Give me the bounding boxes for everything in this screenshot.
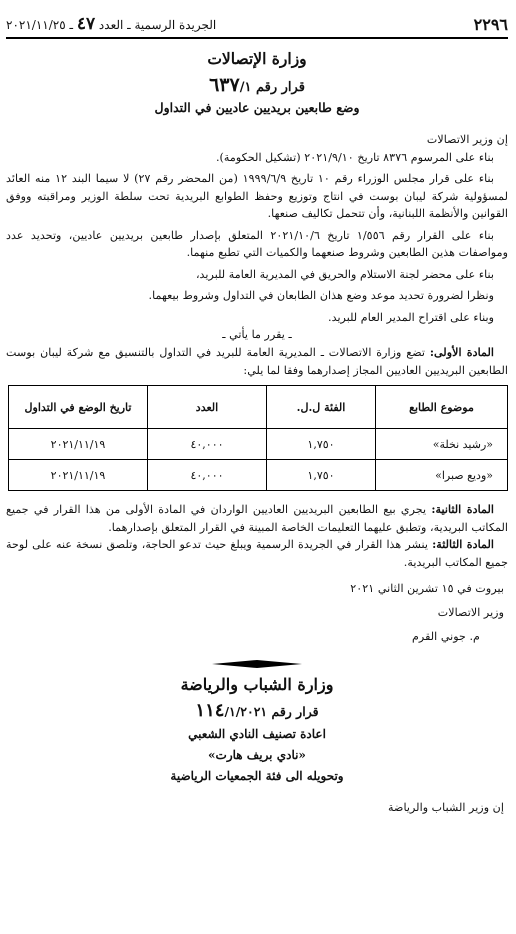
decree-suffix-2: /١/٢٠٢١ bbox=[224, 704, 268, 719]
article-1-text: تضع وزارة الاتصالات ـ المديرية العامة للبريد في التداول بالتنسيق مع شركة ليبان بوست الطابعين البريديين العاديين المجاز إصدارهما وفقا لما يلي: bbox=[6, 346, 508, 377]
table-cell: ٢٠٢١/١١/١٩ bbox=[9, 429, 148, 460]
article-1 bbox=[6, 344, 508, 379]
gazette-issue-line bbox=[6, 14, 216, 34]
decree-number-line-2 bbox=[6, 700, 508, 721]
divider-ornament bbox=[212, 659, 302, 669]
paragraph-3: بناء على القرار رقم ١/٥٥٦ تاريخ ٢٠٢١/١٠/٦ المتعلق بإصدار طابعين بريديين عاديين، وتحديد عدد ومواصفات هذين الطابعين وشروط صنعهما والكميات التي تطبع منهما. bbox=[6, 228, 508, 259]
table-cell: ٤٠,٠٠٠ bbox=[148, 460, 267, 491]
decree-number-2: ١١٤ bbox=[195, 700, 225, 721]
paragraph-4: بناء على محضر لجنة الاستلام والحريق في المديرية العامة للبريد، bbox=[195, 267, 494, 281]
decree-subject-line-2: وتحويله الى فئة الجمعيات الرياضية bbox=[170, 769, 344, 783]
decree-number-line bbox=[6, 74, 508, 96]
page-number: ٢٢٩٦ bbox=[473, 15, 508, 34]
table-cell: «رشيد نخلة» bbox=[376, 429, 508, 460]
table-header-cell: العدد bbox=[148, 386, 267, 429]
header-rule bbox=[6, 37, 508, 39]
intro-line: إن وزير الاتصالات bbox=[426, 133, 508, 146]
article-3-text: ينشر هذا القرار في الجريدة الرسمية ويبلغ حيث تدعو الحاجة، وتلصق نسخة عنه على لوحة جميع المكاتب البريدية. bbox=[6, 538, 508, 569]
paragraph-1: بناء على المرسوم ٨٣٧٦ تاريخ ٢٠٢١/٩/١٠ (تشكيل الحكومة). bbox=[215, 150, 494, 164]
paragraph-6: وبناء على اقتراح المدير العام للبريد. bbox=[328, 310, 494, 324]
table-cell: «وديع صبرا» bbox=[376, 460, 508, 491]
decides-line: ـ يقرر ما يأتي ـ bbox=[222, 328, 292, 341]
club-name: «نادي بريف هارت» bbox=[208, 748, 306, 762]
table-row bbox=[9, 429, 508, 460]
intro-line-2: إن وزير الشباب والرياضة bbox=[387, 801, 504, 814]
ministry-title-2: وزارة الشباب والرياضة bbox=[180, 675, 334, 694]
decree-subject: وضع طابعين بريديين عاديين في التداول bbox=[154, 100, 360, 115]
issue-date: ـ ٢٠٢١/١١/٢٥ bbox=[6, 18, 73, 32]
table-header-cell: الفئة ل.ل. bbox=[267, 386, 376, 429]
signer-title: وزير الاتصالات bbox=[437, 606, 504, 619]
table-header-row bbox=[9, 386, 508, 429]
article-3 bbox=[6, 536, 508, 571]
article-3-label: المادة الثالثة: bbox=[432, 537, 494, 551]
issue-number: ٤٧ bbox=[76, 14, 96, 34]
article-2 bbox=[6, 501, 508, 536]
decree-suffix: /١ bbox=[239, 80, 252, 95]
stamps-table bbox=[8, 385, 508, 491]
article-2-label: المادة الثانية: bbox=[431, 502, 494, 516]
table-row bbox=[9, 460, 508, 491]
decree-prefix-2: قرار رقم bbox=[271, 704, 319, 719]
article-2-text: يجري بيع الطابعين البريديين العاديين الواردان في المادة الأولى من هذا القرار في جميع المكاتب البريدية، وتطبق عليهما التعليمات الخاصة المبينة في القرار المتعلق بإصدارهما. bbox=[6, 503, 508, 534]
decree-prefix: قرار رقم bbox=[255, 80, 305, 95]
place-date: بيروت في ١٥ تشرين الثاني ٢٠٢١ bbox=[350, 582, 504, 595]
section-divider bbox=[6, 659, 508, 669]
decree-subject-line-1: اعادة تصنيف النادي الشعبي bbox=[188, 727, 326, 741]
table-header-cell: تاريخ الوضع في التداول bbox=[9, 386, 148, 429]
paragraph-5: ونظرا لضرورة تحديد موعد وضع هذان الطابعان في التداول وشروط بيعهما. bbox=[148, 289, 494, 302]
page-header bbox=[6, 10, 508, 34]
table-cell: ٤٠,٠٠٠ bbox=[148, 429, 267, 460]
article-1-label: المادة الأولى: bbox=[429, 345, 494, 359]
decree-number: ٦٣٧ bbox=[209, 74, 240, 96]
ministry-title: وزارة الإتصالات bbox=[207, 49, 307, 68]
paragraph-2: بناء على قرار مجلس الوزراء رقم ١٠ تاريخ ١٩٩٩/٦/٩ (من المحضر رقم ٢٧) لا سيما البند ١٢ منه العائد لمسؤولية شركة ليبان بوست في انتاج وتوزيع وحفظ الطوابع البريدية تحت سلطة الوزير ومراقبته ووفق القوانين والأنظمة اللبنانية، وأن تتحمل تكاليف صنعها. bbox=[6, 172, 508, 220]
table-cell: ١,٧٥٠ bbox=[267, 429, 376, 460]
table-cell: ١,٧٥٠ bbox=[267, 460, 376, 491]
signer-name: م. جوني القرم bbox=[411, 630, 480, 643]
table-cell: ٢٠٢١/١١/١٩ bbox=[9, 460, 148, 491]
table-header-cell: موضوع الطابع bbox=[376, 386, 508, 429]
gazette-title: الجريدة الرسمية ـ العدد bbox=[98, 18, 217, 32]
